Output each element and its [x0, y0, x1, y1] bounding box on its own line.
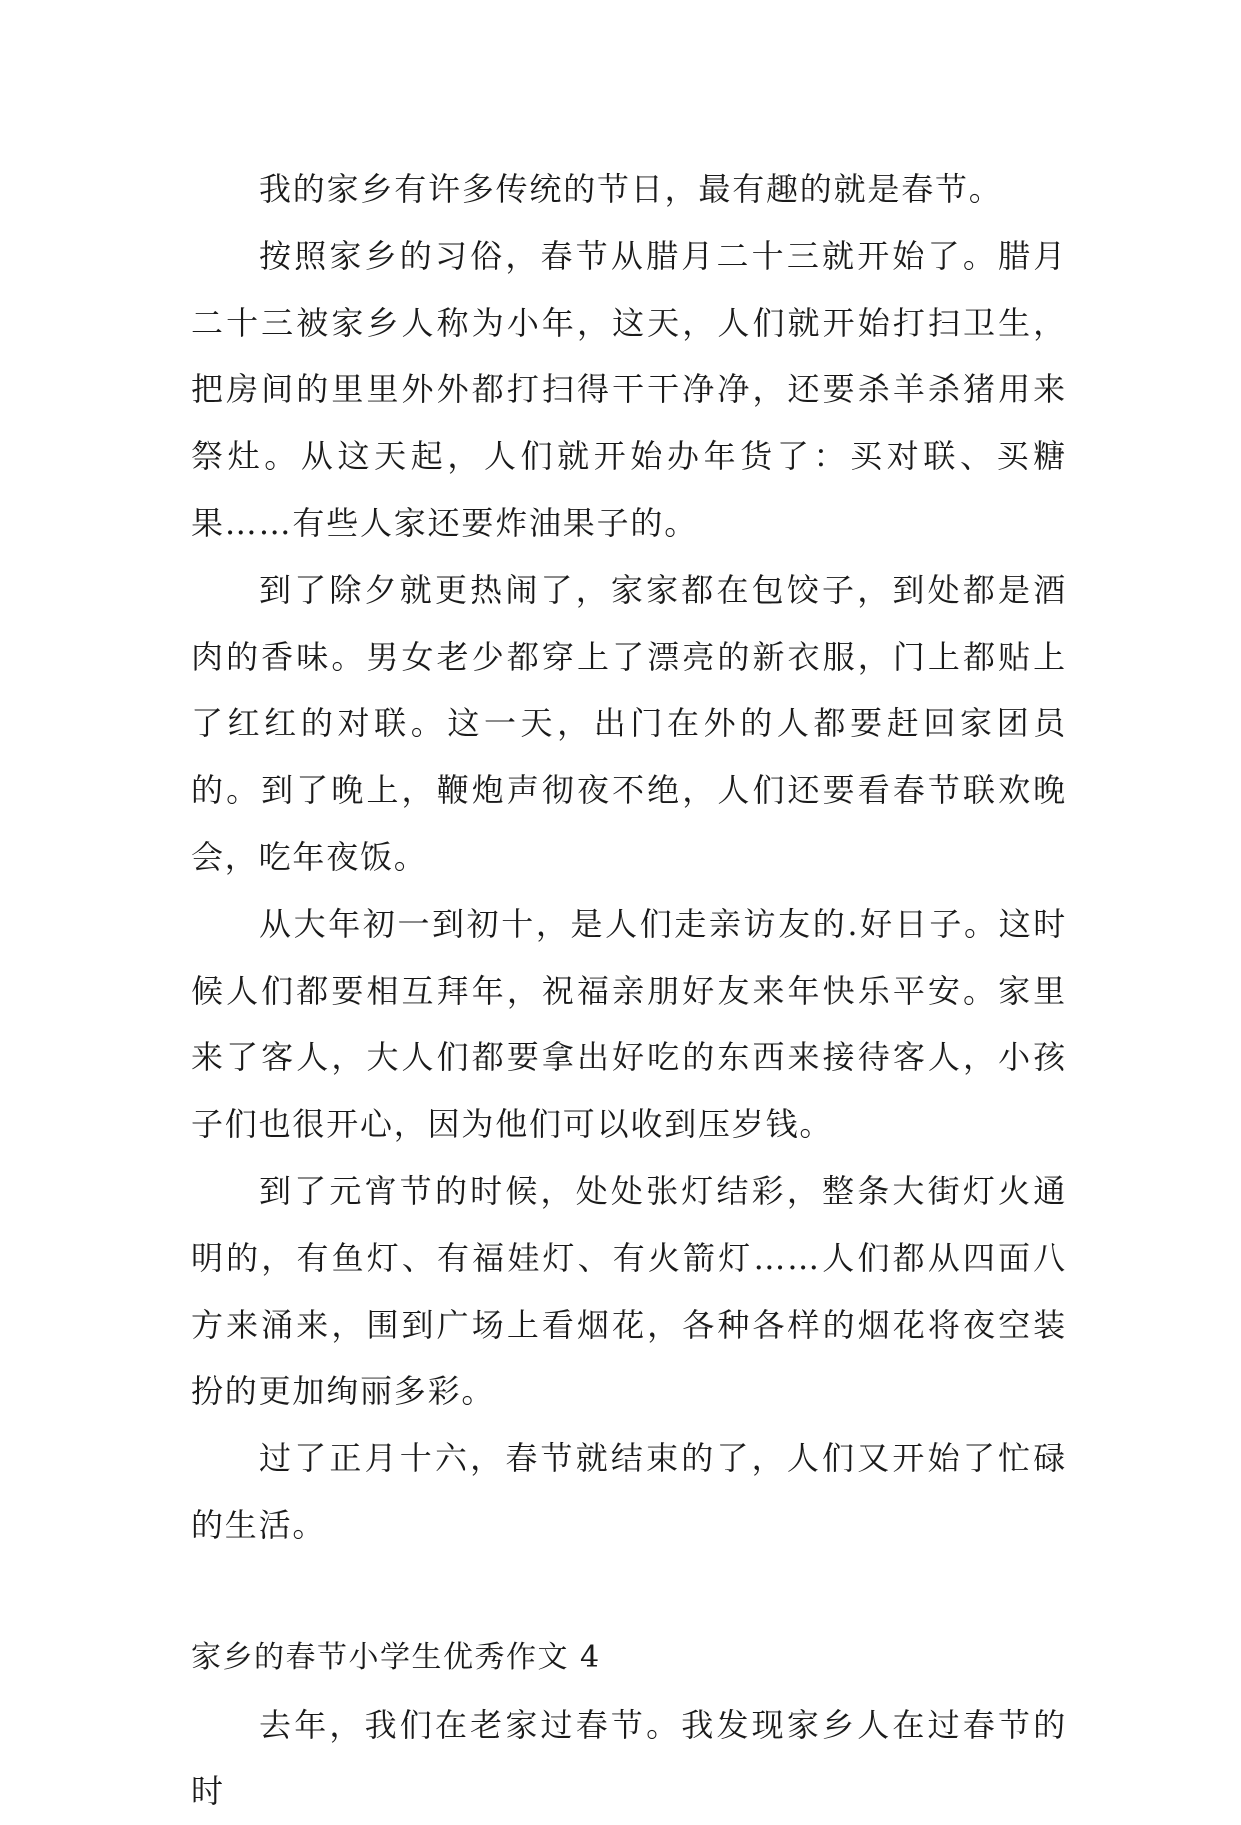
paragraph-chuxi: 到了除夕就更热闹了，家家都在包饺子，到处都是酒肉的香味。男女老少都穿上了漂亮的新衣服，门上都贴上了红红的对联。这一天，出门在外的人都要赶回家团员的。到了晚上，鞭炮声彻夜不绝，人们还要看春节联欢晚会，吃年夜饭。	[191, 570, 1067, 876]
paragraph-essay4-start: 去年，我们在老家过春节。我发现家乡人在过春节的时	[191, 1705, 1067, 1811]
paragraph-new-year-visits: 从大年初一到初十，是人们走亲访友的.好日子。这时候人们都要相互拜年，祝福亲朋好友来年快乐平安。家里来了客人，大人们都要拿出好吃的东西来接待客人，小孩子们也很开心，因为他们可以收到压岁钱。	[191, 904, 1067, 1144]
section-heading: 家乡的春节小学生优秀作文 4	[191, 1639, 601, 1675]
paragraph-lantern-festival: 到了元宵节的时候，处处张灯结彩，整条大街灯火通明的，有鱼灯、有福娃灯、有火箭灯……人们都从四面八方来涌来，围到广场上看烟花，各种各样的烟花将夜空装扮的更加绚丽多彩。	[191, 1171, 1067, 1411]
paragraph-ending: 过了正月十六，春节就结束的了，人们又开始了忙碌的生活。	[191, 1439, 1067, 1544]
document-body	[191, 156, 1067, 1825]
paragraph-xiaonian: 按照家乡的习俗，春节从腊月二十三就开始了。腊月二十三被家乡人称为小年，这天，人们就开始打扫卫生，把房间的里里外外都打扫得干干净净，还要杀羊杀猪用来祭灶。从这天起，人们就开始办年货了：买对联、买糖果……有些人家还要炸油果子的。	[191, 236, 1067, 542]
paragraph-intro: 我的家乡有许多传统的节日，最有趣的就是春节。	[259, 170, 1003, 208]
